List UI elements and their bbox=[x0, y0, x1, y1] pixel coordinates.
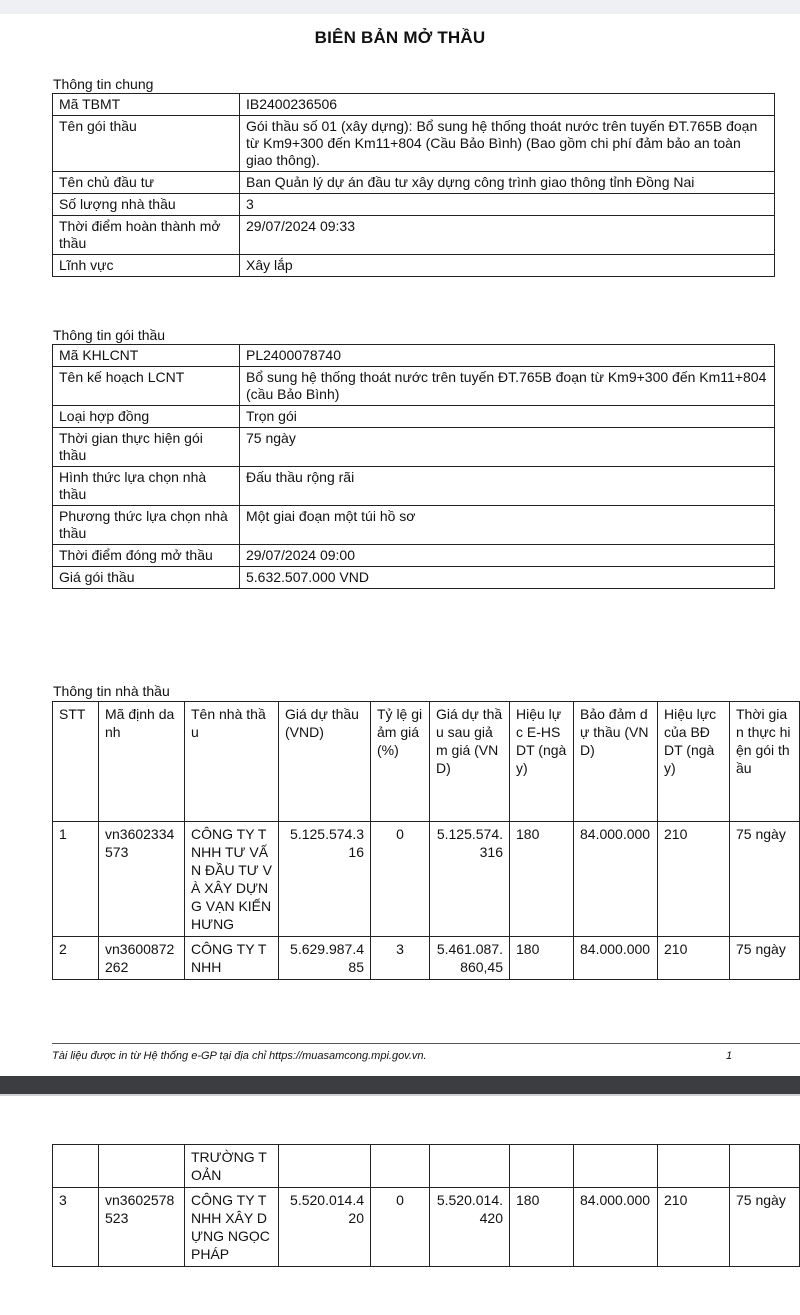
table-row: Số lượng nhà thầu 3 bbox=[53, 194, 775, 216]
table-row: TRƯỜNG TOẢN bbox=[53, 1145, 800, 1188]
table-row: Hình thức lựa chọn nhà thầu Đấu thầu rộng rãi bbox=[53, 467, 775, 506]
table-row: Lĩnh vực Xây lắp bbox=[53, 255, 775, 277]
table-row: Giá gói thầu 5.632.507.000 VND bbox=[53, 567, 775, 589]
table-row: 2 vn3600872262 CÔNG TY TNHH 5.629.987.485 3 5.461.087.860,45 180 84.000.000 210 75 ngày bbox=[53, 937, 800, 980]
table-row: Loại hợp đồng Trọn gói bbox=[53, 406, 775, 428]
table-row: Mã TBMT IB2400236506 bbox=[53, 94, 775, 116]
general-heading: Thông tin chung bbox=[53, 76, 154, 92]
package-info-table bbox=[52, 344, 775, 589]
contractors-heading: Thông tin nhà thầu bbox=[53, 683, 170, 699]
page-break-bar bbox=[0, 1076, 800, 1094]
general-info-table bbox=[52, 93, 775, 277]
table-row: 1 vn3602334573 CÔNG TY TNHH TƯ VẤN ĐẦU TƯ VÀ XÂY DỰNG VẠN KIẾN HƯNG 5.125.574.316 0 5.125.574.316 180 84.000.000 210 75 ngày bbox=[53, 822, 800, 937]
footer-text: Tài liệu được in từ Hệ thống e-GP tại địa chỉ https://muasamcong.mpi.gov.vn. bbox=[52, 1050, 427, 1062]
page-break-shadow bbox=[0, 1094, 800, 1096]
table-row: Thời điểm đóng mở thầu 29/07/2024 09:00 bbox=[53, 545, 775, 567]
table-row: Tên gói thầu Gói thầu số 01 (xây dựng): Bổ sung hệ thống thoát nước trên tuyến ĐT.765B đoạn từ Km9+300 đến Km11+804 (Cầu Bảo Bình) (Bao gồm chi phí đảm bảo an toàn giao thông). bbox=[53, 116, 775, 172]
table-row: Mã KHLCNT PL2400078740 bbox=[53, 345, 775, 367]
table-row: 3 vn3602578523 CÔNG TY TNHH XÂY DỰNG NGỌC PHÁP 5.520.014.420 0 5.520.014.420 180 84.000.000 210 75 ngày bbox=[53, 1188, 800, 1267]
table-row: Thời gian thực hiện gói thầu 75 ngày bbox=[53, 428, 775, 467]
table-row: Tên kế hoạch LCNT Bổ sung hệ thống thoát nước trên tuyến ĐT.765B đoạn từ Km9+300 đến Km11+804 (cầu Bảo Bình) bbox=[53, 367, 775, 406]
table-row: Phương thức lựa chọn nhà thầu Một giai đoạn một túi hồ sơ bbox=[53, 506, 775, 545]
table-header-row: STT Mã định danh Tên nhà thầu Giá dự thầu (VND) Tỷ lệ giảm giá (%) Giá dự thầu sau giảm giá (VND) Hiệu lực E-HSDT (ngày) Bảo đảm dự thầu (VND) Hiệu lực của BĐ DT (ngày) Thời gian thực hiện gói thầu bbox=[53, 702, 800, 822]
footer-divider bbox=[52, 1043, 800, 1044]
contractors-table-continued bbox=[52, 1144, 800, 1267]
table-row: Thời điểm hoàn thành mở thầu 29/07/2024 09:33 bbox=[53, 216, 775, 255]
table-row: Tên chủ đầu tư Ban Quản lý dự án đầu tư xây dựng công trình giao thông tỉnh Đồng Nai bbox=[53, 172, 775, 194]
top-bar bbox=[0, 0, 800, 14]
package-heading: Thông tin gói thầu bbox=[53, 327, 166, 343]
contractors-table bbox=[52, 701, 800, 980]
document-title: BIÊN BẢN MỞ THẦU bbox=[314, 28, 486, 47]
page-number: 1 bbox=[726, 1050, 733, 1062]
